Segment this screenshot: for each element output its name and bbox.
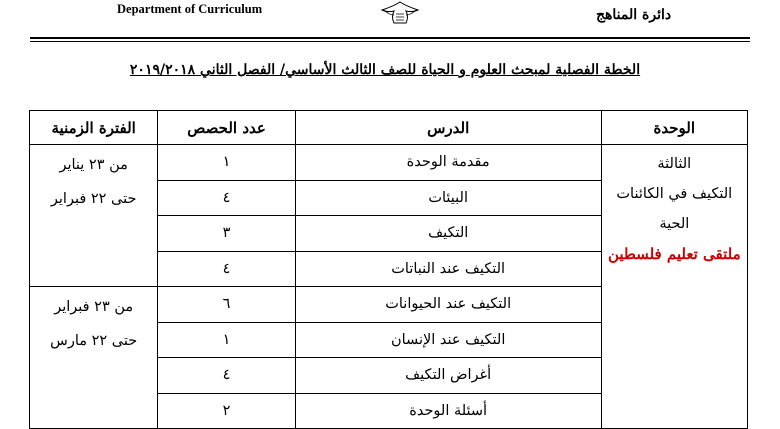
unit-title-line1: التكيف في الكائنات [616, 186, 733, 202]
table-row [30, 145, 748, 181]
lesson-cell: مقدمة الوحدة [295, 145, 601, 181]
semester-plan-table [29, 110, 748, 429]
watermark-text: ملتقى تعليم فلسطين [607, 245, 741, 263]
header-divider-thin [30, 41, 750, 42]
period-start: من ٢٣ فبراير [54, 299, 134, 315]
count-cell: ٤ [158, 251, 295, 287]
count-cell: ٢ [158, 393, 295, 429]
count-cell: ٤ [158, 358, 295, 394]
period-start: من ٢٣ يناير [59, 157, 128, 173]
lesson-cell: التكيف [295, 216, 601, 252]
header-period: الفترة الزمنية [30, 111, 158, 145]
count-cell: ١ [158, 145, 295, 181]
period-end: حتى ٢٢ مارس [50, 333, 138, 349]
table-header-row [30, 111, 748, 145]
unit-name: الثالثة [657, 156, 692, 172]
lesson-cell: أغراض التكيف [295, 358, 601, 394]
header-lesson: الدرس [295, 111, 601, 145]
lesson-cell: أسئلة الوحدة [295, 393, 601, 429]
count-cell: ٦ [158, 287, 295, 323]
count-cell: ١ [158, 322, 295, 358]
period-cell [30, 145, 158, 287]
unit-title-line2: الحية [659, 216, 690, 232]
lesson-cell: التكيف عند الحيوانات [295, 287, 601, 323]
department-name-ar: دائرة المناهج [596, 7, 672, 23]
lesson-cell: البيئات [295, 180, 601, 216]
header-divider [30, 37, 750, 39]
period-cell [30, 287, 158, 429]
lesson-cell: التكيف عند النباتات [295, 251, 601, 287]
count-cell: ٣ [158, 216, 295, 252]
unit-cell [601, 145, 747, 429]
header-unit: الوحدة [601, 111, 747, 145]
header-count: عدد الحصص [158, 111, 295, 145]
lesson-cell: التكيف عند الإنسان [295, 322, 601, 358]
document-title: الخطة الفصلية لمبحث العلوم و الحياة للصف الثالث الأساسي/ الفصل الثاني ٢٠١٩/٢٠١٨ [129, 62, 641, 78]
period-end: حتى ٢٢ فبراير [50, 191, 137, 207]
palestine-emblem-icon [370, 0, 430, 26]
department-name-en: Department of Curriculum [117, 2, 263, 16]
count-cell: ٤ [158, 180, 295, 216]
